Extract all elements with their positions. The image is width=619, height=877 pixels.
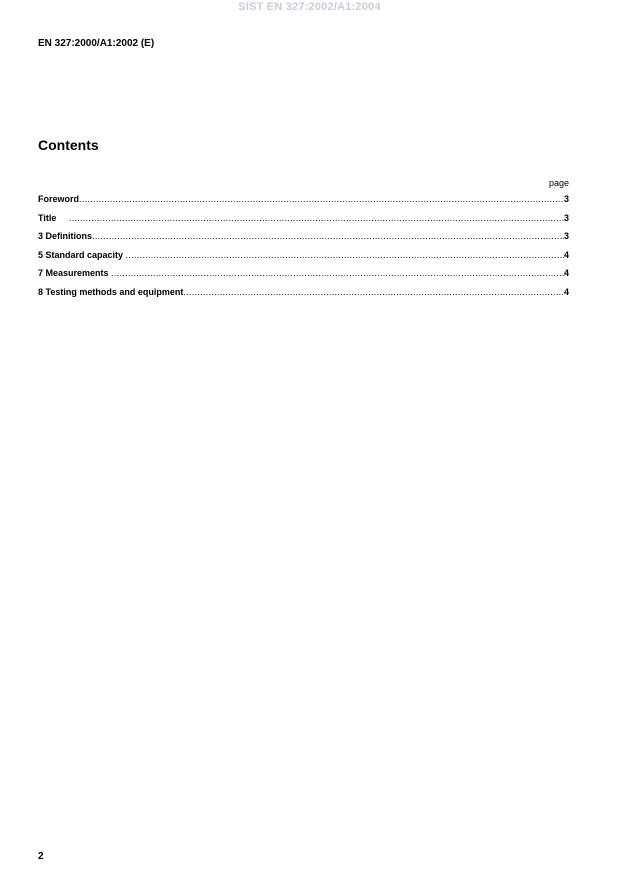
toc-entry-title: 3 Definitions [38,231,93,242]
toc-entry-title: Foreword [38,194,80,204]
toc-dot-leader [92,231,564,241]
toc-entry-testing-methods[interactable] [38,287,569,306]
toc-entry-definitions[interactable] [38,231,569,250]
toc-entry-title: Title [38,212,69,223]
page-column-label: page [548,178,569,188]
toc-entry-page: 3 [563,231,569,242]
document-id: EN 327:2000/A1:2002 (E) [38,38,155,49]
toc-dot-leader [69,213,564,223]
toc-entry-measurements[interactable] [38,268,569,287]
toc-entry-title: 8 Testing methods and equipment [38,286,184,297]
toc-entry-page: 4 [563,268,569,279]
watermark: SIST EN 327:2002/A1:2004 [238,1,381,13]
toc-entry-title-section[interactable] [38,213,569,232]
toc-dot-leader [79,194,564,204]
toc-dot-leader [183,287,564,297]
toc-entry-foreword[interactable] [38,194,569,213]
toc-entry-page: 3 [563,212,569,223]
contents-heading: Contents [38,137,99,153]
toc-entry-page: 4 [563,249,569,260]
toc-dot-leader [126,250,564,260]
toc-entry-standard-capacity[interactable] [38,250,569,269]
toc-entry-title: 5 Standard capacity [38,249,126,260]
toc-entry-page: 3 [563,194,569,204]
page-number: 2 [38,851,44,862]
toc-entry-title: 7 Measurements [38,268,112,279]
toc-dot-leader [111,268,564,278]
table-of-contents [38,194,569,306]
toc-entry-page: 4 [563,286,569,297]
